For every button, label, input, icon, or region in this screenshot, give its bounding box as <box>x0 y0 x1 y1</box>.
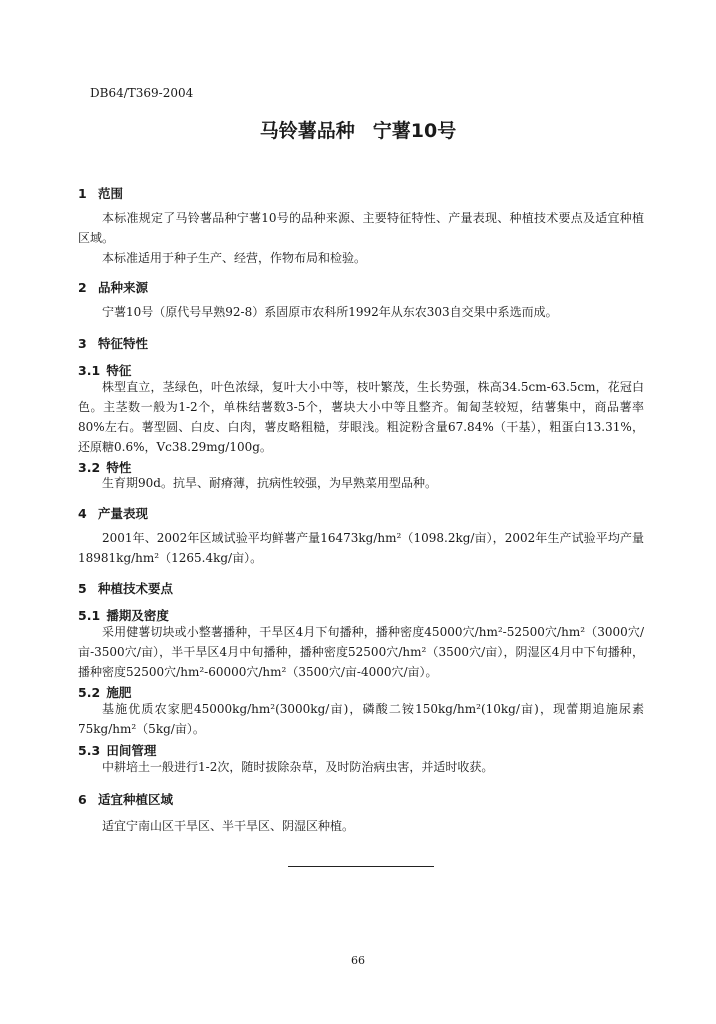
section-3-2-heading: 3.2 特性 <box>78 460 132 475</box>
section-5-1-paragraph: 采用健薯切块或小整薯播种，干旱区4月下旬播种，播种密度45000穴/hm²-52500穴/hm²（3000穴/亩-3500穴/亩），半干旱区4月中旬播种，播种密度52500穴/hm²（3500穴/亩），阴湿区4月中下旬播种，播种密度52500穴/hm²-60000穴/hm²（3500穴/亩-4000穴/亩）。 <box>78 625 644 679</box>
page-title <box>0 116 716 143</box>
section-1-paragraph-2: 本标准适用于种子生产、经营，作物布局和检验。 <box>102 251 367 265</box>
section-1-heading: 1 范围 <box>78 186 124 201</box>
section-4-heading: 4 产量表现 <box>78 506 149 521</box>
section-5-2-paragraph: 基施优质农家肥45000kg/hm²(3000kg/亩)，磷酸二铵150kg/hm²(10kg/亩)，现蕾期追施尿素75kg/hm²（5kg/亩）。 <box>78 702 644 736</box>
section-2-paragraph-1: 宁薯10号（原代号早熟92-8）系固原市农科所1992年从东农303自交果中系选而成。 <box>102 305 558 319</box>
section-6-heading: 6 适宜种植区域 <box>78 792 174 807</box>
section-3-heading: 3 特征特性 <box>78 336 149 351</box>
section-4-paragraph: 2001年、2002年区域试验平均鲜薯产量16473kg/hm²（1098.2kg/亩），2002年生产试验平均产量18981kg/hm²（1265.4kg/亩）。 <box>78 531 644 565</box>
section-3-1-heading: 3.1 特征 <box>78 363 132 378</box>
section-2-heading: 2 品种来源 <box>78 280 149 295</box>
document-number: DB64/T369-2004 <box>90 86 194 100</box>
page-number: 66 <box>351 954 365 967</box>
end-rule <box>288 866 434 867</box>
section-6-paragraph: 适宜宁南山区干旱区、半干旱区、阴湿区种植。 <box>102 819 355 833</box>
section-5-3-paragraph: 中耕培土一般进行1-2次，随时拔除杂草，及时防治病虫害，并适时收获。 <box>102 760 494 774</box>
section-1-paragraph-1: 本标准规定了马铃薯品种宁薯10号的品种来源、主要特征特性、产量表现、种植技术要点及适宜种植区域。 <box>78 211 644 245</box>
section-5-2-heading: 5.2 施肥 <box>78 685 132 700</box>
section-5-heading: 5 种植技术要点 <box>78 581 174 596</box>
section-3-1-paragraph: 株型直立，茎绿色，叶色浓绿，复叶大小中等，枝叶繁茂，生长势强，株高34.5cm-63.5cm，花冠白色。主茎数一般为1-2个，单株结薯数3-5个，薯块大小中等且整齐。匍匐茎较短，结薯集中，商品薯率80%左右。薯型圆、白皮、白肉，薯皮略粗糙，芽眼浅。粗淀粉含量67.84%（干基），粗蛋白13.31%，还原糖0.6%，Vc38.29mg/100g。 <box>78 380 644 454</box>
section-3-2-paragraph: 生育期90d。抗旱、耐瘠薄，抗病性较强，为早熟菜用型品种。 <box>102 476 437 490</box>
section-5-3-heading: 5.3 田间管理 <box>78 743 157 758</box>
title-variety: 宁薯10号 <box>372 120 457 142</box>
section-5-1-heading: 5.1 播期及密度 <box>78 608 169 623</box>
title-main: 马铃薯品种 <box>259 120 355 142</box>
